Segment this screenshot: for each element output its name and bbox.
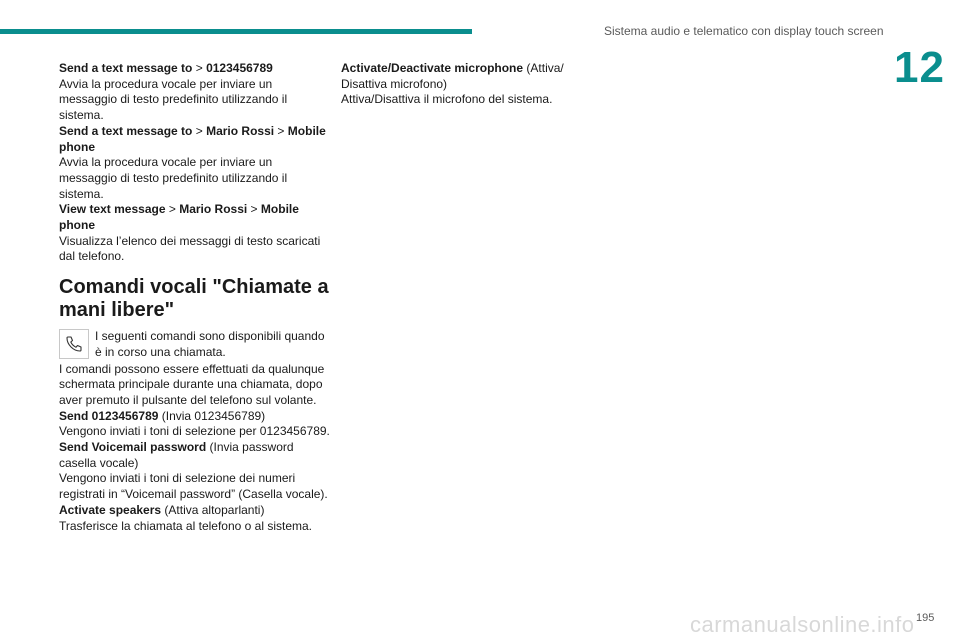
- header-title: Sistema audio e telematico con display touch screen: [604, 24, 884, 38]
- separator: >: [274, 123, 288, 138]
- command-line: [59, 124, 331, 155]
- separator: >: [247, 202, 261, 217]
- intro-text: I comandi possono essere effettuati da qualunque schermata principale durante una chiamata, dopo aver premuto il pulsante del telefono sul volante.: [59, 361, 325, 407]
- command-keyword: Send 0123456789: [59, 408, 159, 423]
- note-text: I seguenti comandi sono disponibili quando è in corso una chiamata.: [95, 329, 325, 359]
- chapter-number: 12: [894, 43, 945, 92]
- command-argument: Mobile phone: [59, 202, 299, 233]
- command-translation: (Attiva altoparlanti): [161, 502, 265, 517]
- command-argument: 0123456789: [206, 61, 273, 75]
- command-translation: (Invia 0123456789): [158, 408, 266, 423]
- command-description: Vengono inviati i toni di selezione dei numeri registrati in “Voicemail password” (Casella vocale).: [59, 471, 328, 502]
- command-line: [59, 409, 331, 425]
- separator: >: [192, 61, 207, 75]
- phone-handset-icon: [59, 329, 89, 359]
- command-line: [59, 61, 331, 77]
- header-accent-bar: [0, 29, 472, 34]
- command-keyword: Send a text message to: [59, 123, 193, 138]
- command-keyword: Send a text message to: [59, 61, 193, 75]
- command-keyword: Activate/Deactivate microphone: [341, 61, 524, 75]
- command-description: Trasferisce la chiamata al telefono o al sistema.: [59, 518, 313, 533]
- command-keyword: Activate speakers: [59, 502, 162, 517]
- command-description: Vengono inviati i toni di selezione per 0123456789.: [59, 424, 330, 439]
- right-column: [341, 61, 581, 108]
- command-description: Avvia la procedura vocale per inviare un messaggio di testo predefinito utilizzando il sistema.: [59, 155, 288, 201]
- command-line: [59, 503, 331, 519]
- section-heading: Comandi vocali "Chiamate a mani libere": [59, 276, 329, 322]
- command-keyword: View text message: [59, 202, 166, 217]
- watermark: carmanualsonline.info: [690, 612, 915, 637]
- command-line: [59, 202, 331, 233]
- separator: >: [192, 123, 207, 138]
- left-column: [59, 61, 331, 534]
- command-translation: (Invia password casella vocale): [59, 440, 294, 470]
- note-block: [59, 329, 331, 360]
- command-translation: (Attiva/ Disattiva microfono): [341, 61, 564, 91]
- command-argument: Mario Rossi: [179, 202, 248, 217]
- command-argument: Mobile phone: [59, 123, 326, 154]
- separator: >: [165, 202, 180, 217]
- command-description: Avvia la procedura vocale per inviare un messaggio di testo predefinito utilizzando il sistema.: [59, 76, 288, 123]
- command-keyword: Send Voicemail password: [59, 440, 207, 455]
- page-number: 195: [916, 612, 935, 624]
- command-description: Visualizza l’elenco dei messaggi di testo scaricati dal telefono.: [59, 233, 321, 264]
- command-line: [59, 440, 331, 471]
- command-argument: Mario Rossi: [206, 123, 275, 138]
- command-description: Attiva/Disattiva il microfono del sistema.: [341, 92, 553, 107]
- command-line: [341, 61, 581, 92]
